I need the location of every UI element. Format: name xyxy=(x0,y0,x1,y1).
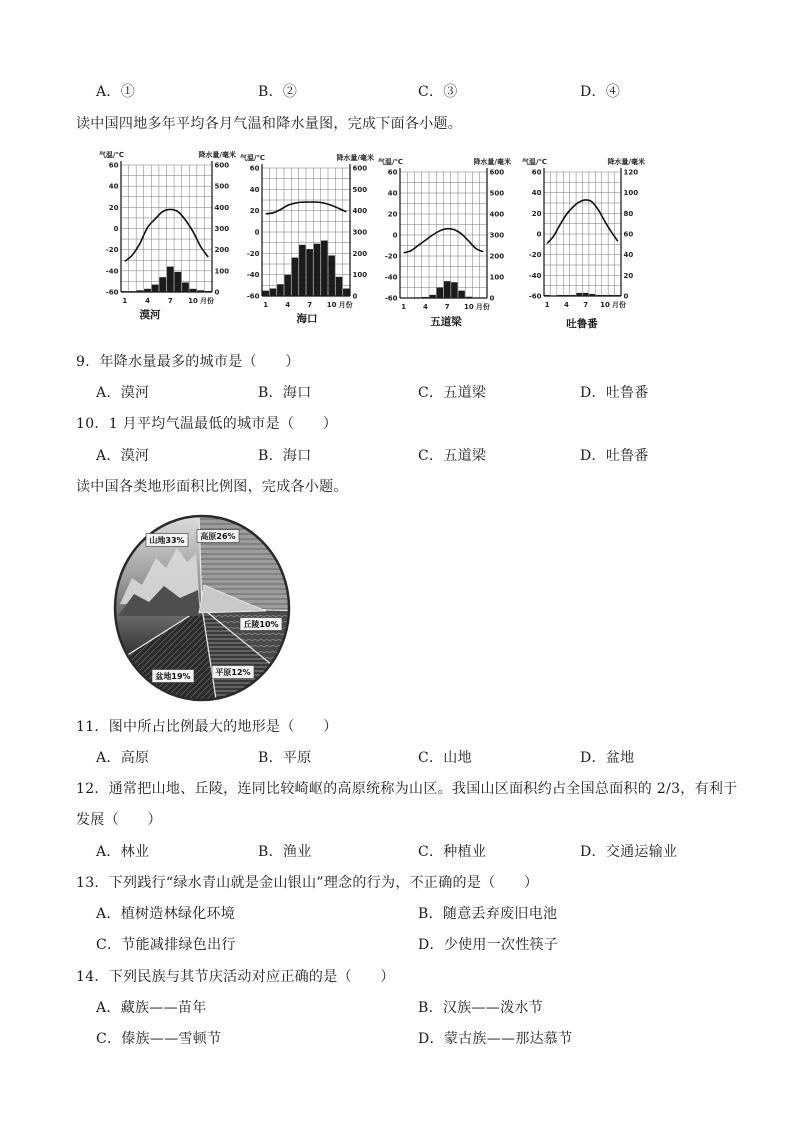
precipitation-bar xyxy=(415,297,421,298)
x-tick-label: 1 xyxy=(122,297,128,305)
precipitation-bar xyxy=(544,295,550,296)
label-text: 盆地19% xyxy=(155,672,191,681)
right-tick-label: 0 xyxy=(352,292,358,301)
x-tick-label: 1 xyxy=(544,301,550,309)
chart-title: 吐鲁番 xyxy=(566,318,598,330)
precipitation-bar xyxy=(596,295,602,296)
precipitation-bar xyxy=(159,277,166,292)
right-tick-label: 0 xyxy=(214,288,220,297)
precipitation-bar xyxy=(429,295,435,298)
label-text: 丘陵10% xyxy=(243,620,279,629)
precipitation-bar xyxy=(576,293,582,296)
right-tick-label: 200 xyxy=(489,252,505,261)
pie-slice-label xyxy=(212,666,254,679)
x-tick-label: 10 xyxy=(188,297,198,305)
option-d: D．④ xyxy=(580,84,621,100)
option-a: A．① xyxy=(96,84,136,100)
precipitation-bar xyxy=(444,281,450,298)
question-stem: 9．年降水量最多的城市是（ ） xyxy=(76,354,300,370)
precipitation-bar xyxy=(564,295,570,296)
option-b: B．② xyxy=(258,84,298,100)
option-a: A．高原 xyxy=(96,750,150,766)
precipitation-bar xyxy=(589,294,595,296)
left-tick-label: 20 xyxy=(387,210,398,219)
pie-slice-label xyxy=(197,530,239,543)
precipitation-bar xyxy=(277,284,284,296)
option-c: C．种植业 xyxy=(418,844,487,860)
option-c: C．③ xyxy=(418,84,458,100)
right-tick-label: 300 xyxy=(214,225,230,233)
right-tick-label: 400 xyxy=(214,203,230,212)
x-tick-label: 1 xyxy=(401,303,407,311)
precipitation-bar xyxy=(205,291,212,292)
x-unit-label: 月份 xyxy=(338,301,353,309)
precipitation-bar xyxy=(197,290,204,292)
option-d: D．盆地 xyxy=(580,750,635,766)
precipitation-bar xyxy=(343,289,350,296)
left-axis-label: 气温/℃ xyxy=(378,158,404,166)
right-tick-label: 100 xyxy=(352,271,368,280)
option-b: B．随意丢弃废旧电池 xyxy=(418,906,558,922)
label-text: 山地33% xyxy=(149,536,185,545)
option-c: C．山地 xyxy=(418,750,472,766)
left-tick-label: 60 xyxy=(108,161,119,170)
option-d: D．蒙古族——那达慕节 xyxy=(418,1031,573,1047)
right-axis-label: 降水量/毫米 xyxy=(607,158,645,166)
label-text: 平原12% xyxy=(215,668,251,677)
left-tick-label: 0 xyxy=(113,225,119,233)
x-tick-label: 4 xyxy=(564,301,569,309)
right-tick-label: 600 xyxy=(214,161,230,170)
precipitation-bar xyxy=(306,249,313,296)
right-tick-label: 20 xyxy=(623,271,634,280)
precipitation-bar xyxy=(182,282,189,292)
precipitation-bar xyxy=(174,272,181,292)
x-tick-label: 7 xyxy=(444,303,450,311)
right-tick-label: 300 xyxy=(489,231,505,240)
x-tick-label: 1 xyxy=(263,301,269,309)
left-tick-label: -20 xyxy=(384,252,398,261)
right-tick-label: 100 xyxy=(623,189,639,198)
x-tick-label: 10 xyxy=(464,303,474,311)
right-axis-label: 降水量/毫米 xyxy=(198,151,236,159)
precipitation-bar xyxy=(314,244,321,296)
right-tick-label: 60 xyxy=(623,230,634,239)
precipitation-bar xyxy=(466,297,472,298)
x-unit-label: 月份 xyxy=(200,297,215,305)
right-tick-label: 0 xyxy=(623,292,629,301)
x-unit-label: 月份 xyxy=(611,301,626,309)
x-tick-label: 7 xyxy=(307,301,313,309)
precipitation-bar xyxy=(583,293,589,296)
left-tick-label: -40 xyxy=(384,273,398,282)
x-tick-label: 4 xyxy=(422,303,428,311)
right-tick-label: 400 xyxy=(489,210,505,219)
right-tick-label: 500 xyxy=(214,182,230,191)
climate-charts-figure xyxy=(90,140,650,340)
terrain-intro: 读中国各类地形面积比例图，完成各小题。 xyxy=(76,479,348,495)
left-tick-label: 20 xyxy=(531,209,542,218)
left-axis-label: 气温/℃ xyxy=(240,154,266,162)
precipitation-bar xyxy=(557,295,563,296)
precipitation-bar xyxy=(299,245,306,296)
left-tick-label: 40 xyxy=(249,185,260,194)
right-tick-label: 300 xyxy=(352,228,368,237)
precipitation-bar xyxy=(615,295,621,296)
option-c: C．五道梁 xyxy=(418,448,487,464)
right-tick-label: 200 xyxy=(214,246,230,255)
left-tick-label: -60 xyxy=(246,292,260,301)
right-tick-label: 80 xyxy=(623,209,634,218)
option-d: D．吐鲁番 xyxy=(580,385,649,401)
precipitation-bar xyxy=(328,255,335,296)
right-axis-label: 降水量/毫米 xyxy=(473,158,511,166)
option-d: D．交通运输业 xyxy=(580,844,678,860)
precipitation-bar xyxy=(129,291,136,292)
question-stem: 12．通常把山地、丘陵，连同比较崎岖的高原统称为山区。我国山区面积约占全国总面积的 2/3，有利于 xyxy=(76,781,738,797)
pie-slice-label xyxy=(152,670,194,683)
x-tick-label: 10 xyxy=(326,301,337,309)
precipitation-bar xyxy=(437,288,443,299)
option-a: A．植树造林绿化环境 xyxy=(96,906,236,922)
climate-chart xyxy=(378,157,511,328)
terrain-pie-figure xyxy=(108,508,298,708)
right-tick-label: 0 xyxy=(489,294,495,303)
left-tick-label: -40 xyxy=(105,267,119,276)
precipitation-bar xyxy=(270,289,277,296)
grid xyxy=(121,165,212,292)
precipitation-bar xyxy=(570,295,576,296)
left-tick-label: 40 xyxy=(387,189,398,198)
x-tick-label: 10 xyxy=(600,301,610,309)
precipitation-bar xyxy=(284,275,291,296)
left-tick-label: 0 xyxy=(536,230,542,239)
option-d: D．吐鲁番 xyxy=(580,448,649,464)
option-d: D．少使用一次性筷子 xyxy=(418,937,559,953)
pie-slice-label xyxy=(146,534,188,547)
left-tick-label: 0 xyxy=(254,228,260,237)
left-tick-label: 0 xyxy=(392,231,398,240)
right-tick-label: 100 xyxy=(489,273,505,282)
question-stem: 11．图中所占比例最大的地形是（ ） xyxy=(76,719,338,735)
x-tick-label: 4 xyxy=(145,297,150,305)
left-tick-label: -20 xyxy=(105,246,119,255)
x-tick-label: 7 xyxy=(167,297,173,305)
question-stem-continued: 发展（ ） xyxy=(76,812,162,828)
left-tick-label: -60 xyxy=(528,292,542,301)
label-text: 高原26% xyxy=(200,532,236,541)
left-tick-label: -60 xyxy=(105,288,119,297)
right-tick-label: 600 xyxy=(489,168,505,177)
option-c: C．五道梁 xyxy=(418,385,487,401)
precipitation-bar xyxy=(458,291,464,298)
climate-chart xyxy=(240,153,374,325)
option-a: A．漠河 xyxy=(96,385,150,401)
left-tick-label: -40 xyxy=(246,271,260,280)
right-tick-label: 500 xyxy=(352,185,368,194)
right-tick-label: 120 xyxy=(623,168,639,177)
pie-slice-label xyxy=(240,618,282,631)
precipitation-bar xyxy=(321,241,328,296)
precipitation-bar xyxy=(190,289,197,292)
left-tick-label: 20 xyxy=(108,203,119,212)
chart-title: 五道梁 xyxy=(430,316,462,328)
x-tick-label: 7 xyxy=(583,301,589,309)
precipitation-bar xyxy=(451,282,457,298)
left-tick-label: 40 xyxy=(108,182,119,191)
left-tick-label: 20 xyxy=(249,207,260,216)
right-tick-label: 200 xyxy=(352,249,368,258)
left-tick-label: -40 xyxy=(528,271,542,280)
x-unit-label: 月份 xyxy=(475,303,490,311)
left-tick-label: 60 xyxy=(249,164,260,173)
climate-intro: 读中国四地多年平均各月气温和降水量图，完成下面各小题。 xyxy=(76,116,463,132)
left-tick-label: 60 xyxy=(531,168,542,177)
chart-title: 海口 xyxy=(296,313,318,325)
right-tick-label: 600 xyxy=(352,164,368,173)
left-axis-label: 气温/℃ xyxy=(522,158,548,166)
climate-chart xyxy=(522,157,645,330)
precipitation-bar xyxy=(167,267,174,292)
option-a: A．林业 xyxy=(96,844,150,860)
right-tick-label: 500 xyxy=(489,189,505,198)
precipitation-bar xyxy=(144,289,151,292)
x-tick-label: 4 xyxy=(285,301,291,309)
option-b: B．海口 xyxy=(258,448,312,464)
precipitation-bar xyxy=(292,258,299,296)
grid xyxy=(400,172,487,298)
option-b: B．平原 xyxy=(258,750,312,766)
option-b: B．汉族——泼水节 xyxy=(418,1000,543,1016)
option-a: A．藏族——苗年 xyxy=(96,1000,207,1016)
chart-title: 漠河 xyxy=(139,309,161,321)
option-a: A．漠河 xyxy=(96,448,150,464)
left-tick-label: -20 xyxy=(246,249,260,258)
option-b: B．海口 xyxy=(258,385,312,401)
precipitation-bar xyxy=(422,297,428,298)
option-c: C．傣族——雪顿节 xyxy=(96,1031,222,1047)
option-b: B．渔业 xyxy=(258,844,312,860)
option-c: C．节能减排绿色出行 xyxy=(96,937,236,953)
precipitation-bar xyxy=(602,295,608,296)
right-tick-label: 40 xyxy=(623,251,634,260)
left-tick-label: -60 xyxy=(384,294,398,303)
question-stem: 13．下列践行“绿水青山就是金山银山”理念的行为，不正确的是（ ） xyxy=(76,875,539,891)
left-tick-label: 60 xyxy=(387,168,398,177)
precipitation-bar xyxy=(121,291,128,292)
precipitation-bar xyxy=(609,295,615,296)
left-axis-label: 气温/℃ xyxy=(99,151,125,159)
left-tick-label: -20 xyxy=(528,251,542,260)
question-stem: 10．1 月平均气温最低的城市是（ ） xyxy=(76,416,338,432)
right-tick-label: 100 xyxy=(214,267,230,276)
precipitation-bar xyxy=(152,285,159,292)
left-tick-label: 40 xyxy=(531,189,542,198)
right-tick-label: 400 xyxy=(352,207,368,216)
precipitation-bar xyxy=(262,291,269,296)
right-axis-label: 降水量/毫米 xyxy=(336,154,374,162)
precipitation-bar xyxy=(336,277,343,296)
climate-chart xyxy=(99,150,236,321)
precipitation-bar xyxy=(137,290,144,292)
question-stem: 14．下列民族与其节庆活动对应正确的是（ ） xyxy=(76,969,395,985)
